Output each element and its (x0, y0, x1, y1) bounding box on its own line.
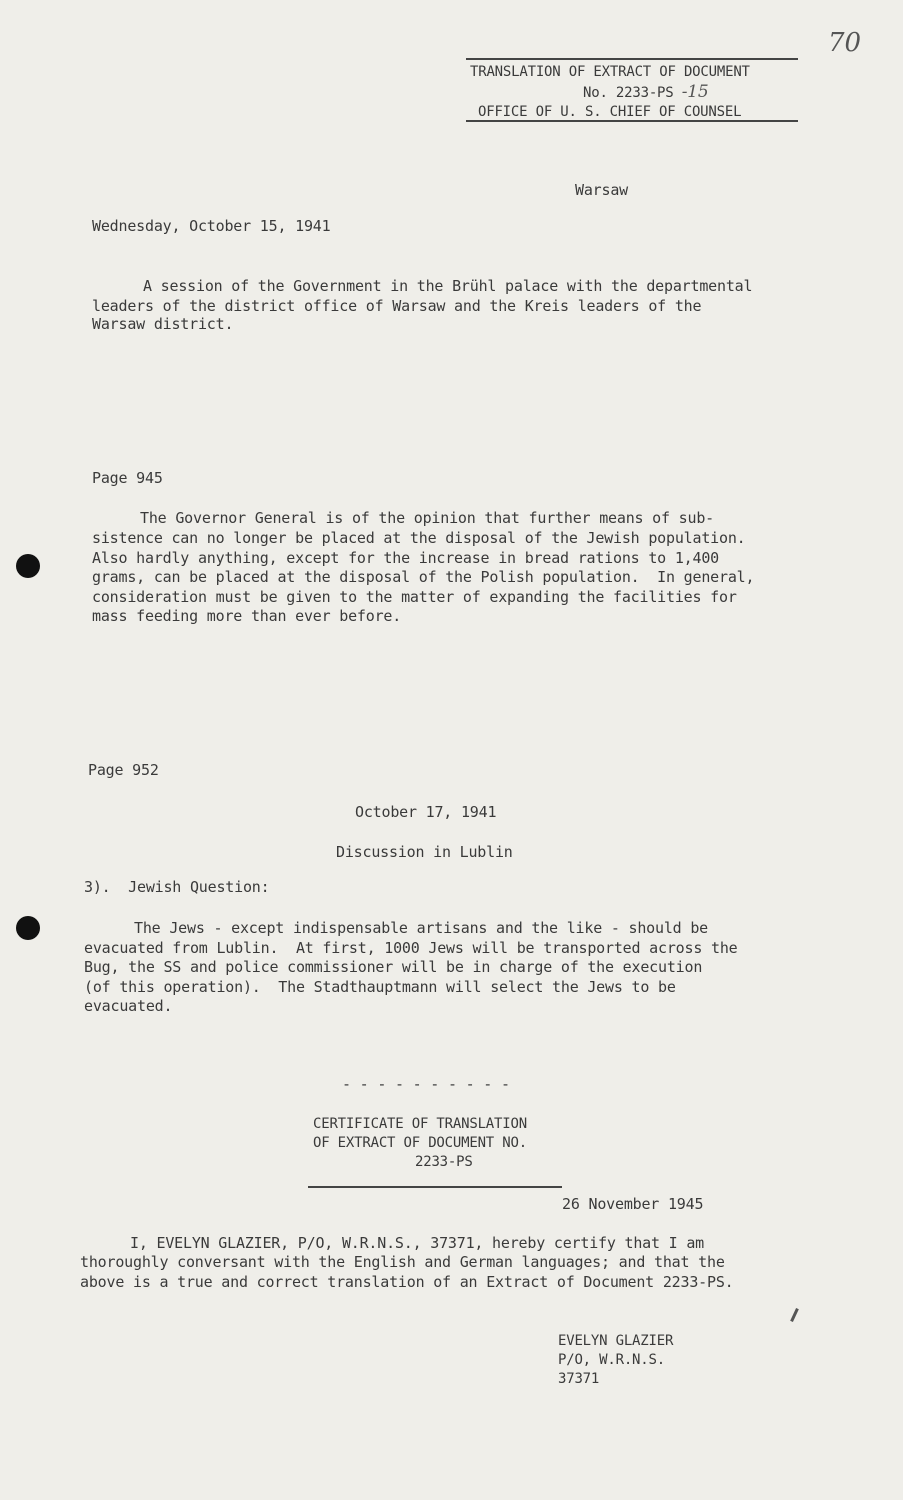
certificate-title-2: OF EXTRACT OF DOCUMENT NO. (313, 1135, 527, 1151)
item-3-heading: 3). Jewish Question: (84, 878, 270, 896)
page945-line-2: sistence can no longer be placed at the disposal of the Jewish population. (92, 529, 746, 547)
place: Warsaw (575, 181, 628, 199)
page-945-label: Page 945 (92, 469, 163, 487)
discussion-title: Discussion in Lublin (336, 843, 513, 861)
header-doc-number-text: No. 2233-PS (583, 85, 674, 101)
date-1: Wednesday, October 15, 1941 (92, 217, 331, 235)
jewish-line-5: evacuated. (84, 997, 173, 1015)
session-line-1: A session of the Government in the Brühl palace with the departmental (143, 277, 753, 295)
page-952-label: Page 952 (88, 761, 159, 779)
certificate-line-2: thoroughly conversant with the English and German languages; and that the (80, 1253, 725, 1271)
certificate-title-1: CERTIFICATE OF TRANSLATION (313, 1116, 527, 1132)
page945-line-5: consideration must be given to the matter of expanding the facilities for (92, 588, 737, 606)
page-number: 70 (828, 28, 862, 58)
certificate-rule (308, 1186, 562, 1188)
punch-hole-bottom (16, 916, 40, 940)
jewish-line-2: evacuated from Lublin. At first, 1000 Jews will be transported across the (84, 939, 738, 957)
certificate-line-3: above is a true and correct translation of an Extract of Document 2233-PS. (80, 1273, 734, 1291)
date-2: October 17, 1941 (355, 803, 497, 821)
header-doc-number (583, 82, 709, 103)
header-office: OFFICE OF U. S. CHIEF OF COUNSEL (478, 104, 742, 120)
punch-hole-top (16, 554, 40, 578)
header-rule-top (466, 58, 798, 60)
page945-line-1: The Governor General is of the opinion that further means of sub- (140, 509, 714, 527)
signature-name: EVELYN GLAZIER (558, 1333, 674, 1349)
certificate-title-3: 2233-PS (415, 1154, 473, 1170)
certificate-date: 26 November 1945 (562, 1195, 704, 1213)
page945-line-3: Also hardly anything, except for the increase in bread rations to 1,400 (92, 549, 719, 567)
separator: - - - - - - - - - - (342, 1075, 510, 1093)
page945-line-6: mass feeding more than ever before. (92, 607, 402, 625)
jewish-line-3: Bug, the SS and police commissioner will be in charge of the execution (84, 958, 703, 976)
header-handwritten-suffix: -15 (681, 82, 709, 102)
pencil-mark (790, 1308, 799, 1322)
signature-rank: P/O, W.R.N.S. (558, 1352, 665, 1368)
signature-number: 37371 (558, 1371, 600, 1387)
page945-line-4: grams, can be placed at the disposal of the Polish population. In general, (92, 568, 755, 586)
jewish-line-1: The Jews - except indispensable artisans and the like - should be (134, 919, 708, 937)
header-rule-bottom (466, 120, 798, 122)
header-title: TRANSLATION OF EXTRACT OF DOCUMENT (470, 64, 750, 80)
certificate-line-1: I, EVELYN GLAZIER, P/O, W.R.N.S., 37371, hereby certify that I am (130, 1234, 704, 1252)
session-line-3: Warsaw district. (92, 315, 234, 333)
session-line-2: leaders of the district office of Warsaw and the Kreis leaders of the (92, 297, 702, 315)
jewish-line-4: (of this operation). The Stadthauptmann will select the Jews to be (84, 978, 676, 996)
